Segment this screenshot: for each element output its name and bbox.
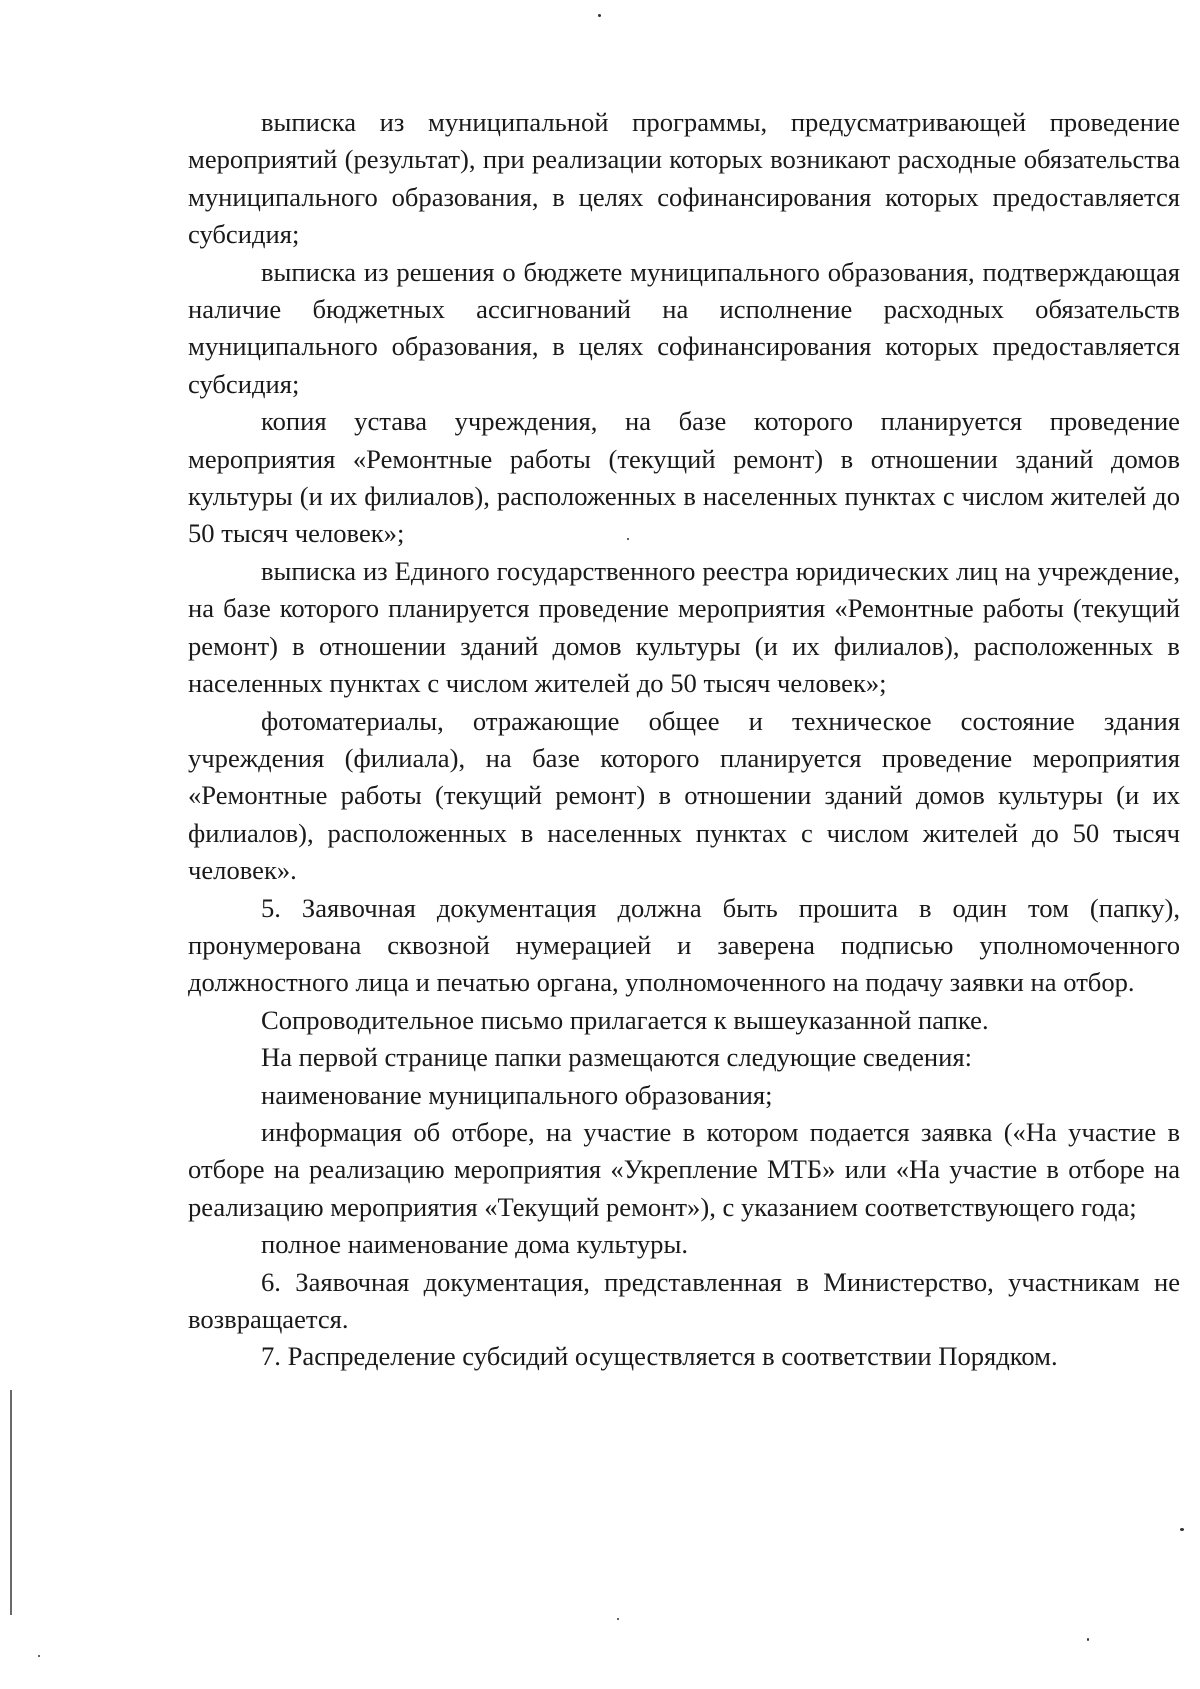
scan-speck bbox=[617, 1618, 619, 1620]
document-body bbox=[188, 104, 1180, 1376]
paragraph-item-5: 5. Заявочная документация должна быть прошита в один том (папку), пронумерована сквозной нумерацией и заверена подписью уполномоченного должностного лица и печатью органа, уполномоченного на подачу заявки на отбор. bbox=[188, 892, 1180, 998]
scan-margin-line bbox=[10, 1390, 12, 1615]
scan-speck bbox=[1180, 1528, 1184, 1531]
scan-speck bbox=[598, 14, 601, 17]
paragraph-selection-info: информация об отборе, на участие в котором подается заявка («На участие в отборе на реализацию мероприятия «Укрепление МТБ» или «На участие в отборе на реализацию мероприятия «Текущий ремонт»), с указанием соответствующего года; bbox=[188, 1116, 1180, 1222]
paragraph-charter-copy: копия устава учреждения, на базе которого планируется проведение мероприятия «Ремонтные работы (текущий ремонт) в отношении зданий домов культуры (и их филиалов), расположенных в населенных пунктах с числом жителей до 50 тысяч человек»; bbox=[188, 406, 1180, 549]
paragraph-culture-house-name: полное наименование дома культуры. bbox=[261, 1229, 688, 1260]
paragraph-budget-extract: выписка из решения о бюджете муниципального образования, подтверждающая наличие бюджетных ассигнований на исполнение расходных обязательств муниципального образования, в целях софинансирования которых предоставляется субсидия; bbox=[188, 256, 1180, 399]
paragraph-municipality-name: наименование муниципального образования; bbox=[261, 1079, 773, 1110]
paragraph-item-6: 6. Заявочная документация, представленная в Министерство, участникам не возвращается. bbox=[188, 1266, 1180, 1334]
paragraph-program-extract: выписка из муниципальной программы, предусматривающей проведение мероприятий (результат), при реализации которых возникают расходные обязательства муниципального образования, в целях софинансирования которых предоставляется субсидия; bbox=[188, 107, 1180, 250]
scan-speck bbox=[1087, 1638, 1089, 1641]
scan-speck bbox=[38, 1655, 40, 1657]
paragraph-cover-letter: Сопроводительное письмо прилагается к вышеуказанной папке. bbox=[261, 1004, 989, 1035]
paragraph-item-7: 7. Распределение субсидий осуществляется в соответствии Порядком. bbox=[261, 1341, 1058, 1372]
paragraph-registry-extract: выписка из Единого государственного реестра юридических лиц на учреждение, на базе которого планируется проведение мероприятия «Ремонтные работы (текущий ремонт) в отношении зданий домов культуры (и их филиалов), расположенных в населенных пунктах с числом жителей до 50 тысяч человек»; bbox=[188, 555, 1180, 699]
paragraph-first-page-info: На первой странице папки размещаются следующие сведения: bbox=[261, 1042, 973, 1073]
paragraph-photo-materials: фотоматериалы, отражающие общее и техническое состояние здания учреждения (филиала), на базе которого планируется проведение мероприятия «Ремонтные работы (текущий ремонт) в отношении зданий домов культуры (и их филиалов), расположенных в населенных пунктах с числом жителей до 50 тысяч человек». bbox=[188, 705, 1180, 886]
